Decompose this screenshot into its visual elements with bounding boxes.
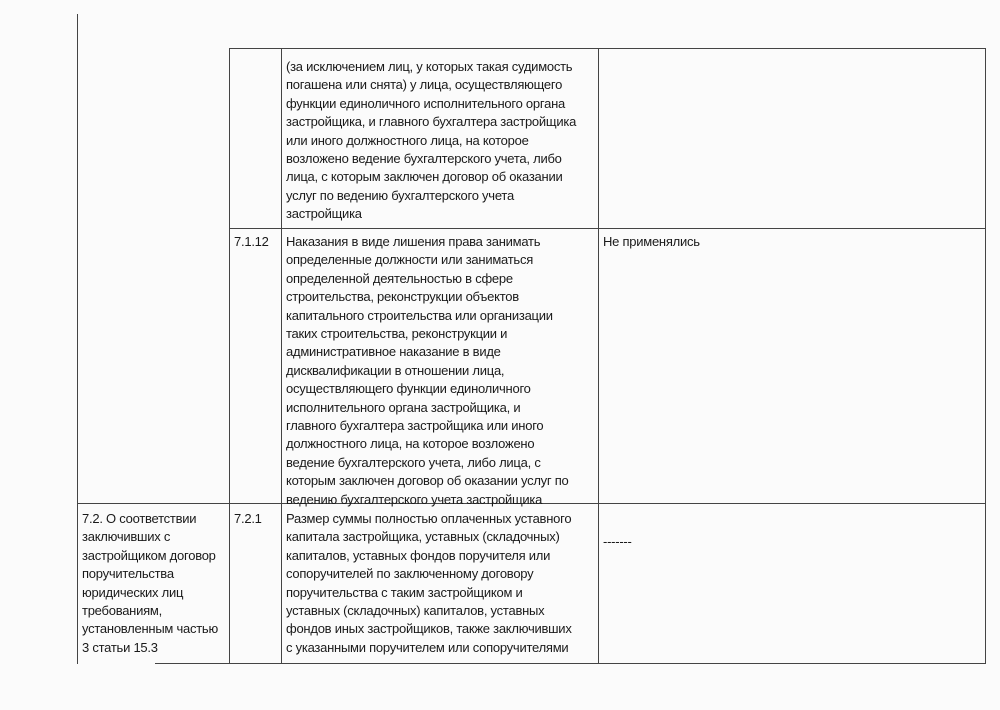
- text-line: погашена или снята) у лица, осуществляющего: [286, 77, 563, 93]
- text-line: которым заключен договор об оказании услуг по: [286, 473, 569, 489]
- text-line: застройщика, и главного бухгалтера застройщика: [286, 114, 577, 130]
- text-line: Наказания в виде лишения права занимать: [286, 234, 541, 249]
- text-line: застройщика: [286, 206, 362, 222]
- table-border-left: [77, 14, 78, 664]
- text-line: требованиям,: [82, 603, 162, 619]
- text-line: лица, с которым заключен договор об оказании: [286, 169, 563, 185]
- column-divider: [229, 48, 230, 664]
- text-line: ведение бухгалтерского учета, либо лица, с: [286, 454, 541, 470]
- text-line: Размер суммы полностью оплаченных уставного: [286, 511, 572, 526]
- text-line: капитального строительства или организации: [286, 307, 553, 323]
- text-line: функции единоличного исполнительного органа: [286, 95, 565, 111]
- text-line: исполнительного органа застройщика, и: [286, 399, 521, 415]
- text-line: таких строительства, реконструкции и: [286, 326, 508, 342]
- text-line: капиталов, уставных фондов поручителя или: [286, 547, 551, 563]
- text-line: административное наказание в виде: [286, 344, 501, 360]
- table-border-right: [985, 48, 986, 664]
- column-divider: [598, 48, 599, 664]
- text-line: возложено ведение бухгалтерского учета, либо: [286, 151, 562, 167]
- text-line: установленным частью: [82, 621, 218, 637]
- text-line: дисквалификации в отношении лица,: [286, 362, 505, 378]
- text-line: с указанными поручителем или сопоручителями: [286, 639, 569, 655]
- text-line: 7.2. О соответствии: [82, 511, 197, 526]
- text-line: должностного лица, на которое возложено: [286, 436, 535, 452]
- text-line: определенные должности или заниматься: [286, 252, 533, 268]
- text-line: (за исключением лиц, у которых такая судимость: [286, 59, 573, 74]
- table-border-bottom: [155, 663, 986, 664]
- text-line: главного бухгалтера застройщика или иного: [286, 418, 544, 434]
- row-divider: [229, 228, 986, 229]
- row-description: [286, 510, 572, 657]
- text-line: ведению бухгалтерского учета застройщика: [286, 491, 543, 507]
- row-number: 7.1.12: [234, 234, 269, 249]
- row-value: Не применялись: [603, 234, 700, 249]
- text-line: строительства, реконструкции объектов: [286, 289, 519, 305]
- text-line: или иного должностного лица, на которое: [286, 132, 529, 148]
- text-line: застройщиком договор: [82, 547, 216, 563]
- row-description: [286, 58, 576, 224]
- text-line: услуг по ведению бухгалтерского учета: [286, 187, 514, 203]
- row-value: -------: [603, 534, 632, 549]
- text-line: поручительства: [82, 566, 174, 582]
- row-description: [286, 233, 569, 509]
- text-line: фондов иных застройщиков, также заключивших: [286, 621, 572, 637]
- section-title: [82, 510, 218, 657]
- text-line: капитала застройщика, уставных (складочных): [286, 529, 560, 545]
- text-line: уставных (складочных) капиталов, уставных: [286, 603, 545, 619]
- text-line: сопоручителей по заключенному договору: [286, 566, 534, 582]
- text-line: осуществляющего функции единоличного: [286, 381, 531, 397]
- text-line: юридических лиц: [82, 584, 184, 600]
- text-line: определенной деятельностью в сфере: [286, 270, 513, 286]
- text-line: поручительства с таким застройщиком и: [286, 584, 523, 600]
- row-divider: [229, 48, 986, 49]
- row-number: 7.2.1: [234, 511, 262, 526]
- text-line: 3 статьи 15.3: [82, 639, 158, 655]
- column-divider: [281, 48, 282, 664]
- text-line: заключивших с: [82, 529, 171, 545]
